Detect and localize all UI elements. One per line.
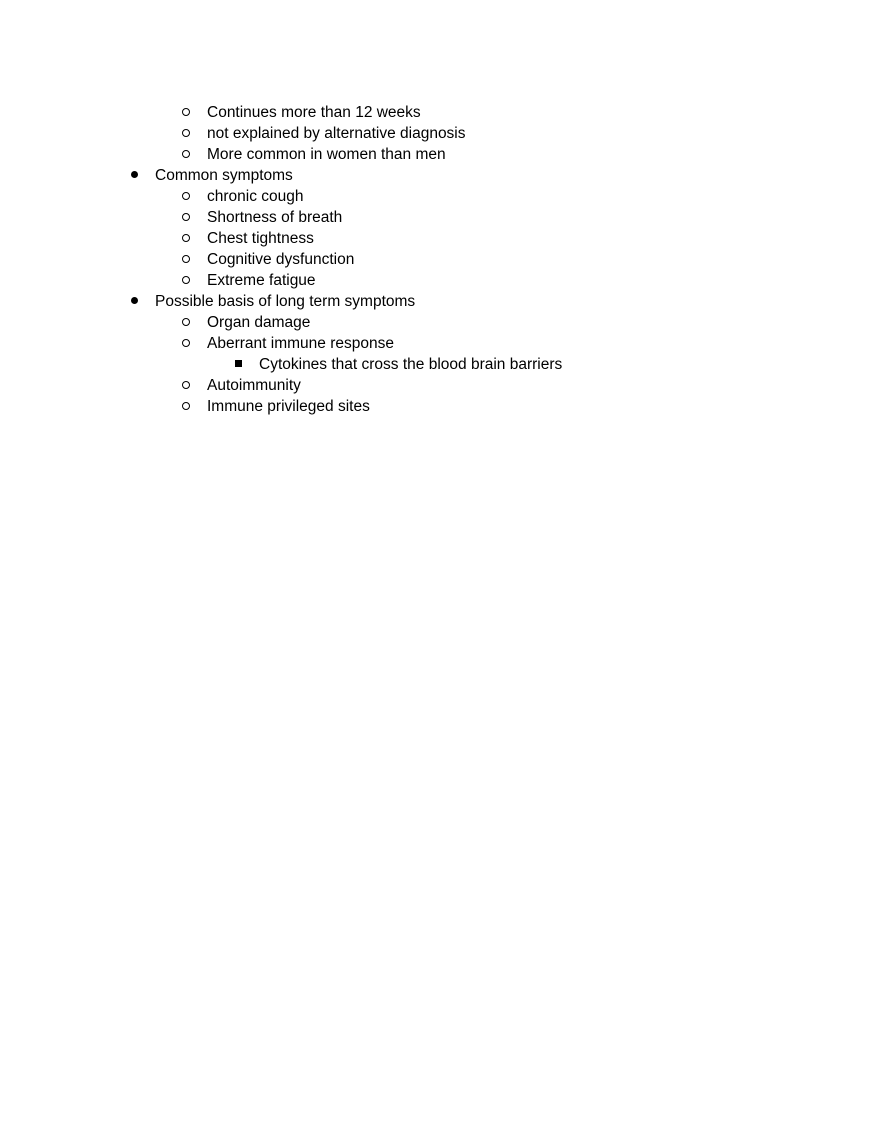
- list-item: [0, 312, 880, 333]
- list-item: [0, 123, 880, 144]
- list-item: [0, 228, 880, 249]
- list-item: [0, 165, 880, 186]
- list-item-text: Aberrant immune response: [207, 335, 394, 352]
- hollow-circle-bullet-icon: [179, 102, 193, 123]
- list-item: [0, 291, 880, 312]
- list-item: [0, 333, 880, 354]
- list-item-text: Common symptoms: [155, 167, 293, 184]
- hollow-circle-bullet-icon: [179, 270, 193, 291]
- list-item: [0, 186, 880, 207]
- list-item-text: Autoimmunity: [207, 377, 301, 394]
- bullet-outline: [0, 102, 880, 417]
- list-item-text: Cytokines that cross the blood brain barriers: [259, 356, 563, 373]
- list-item-text: Chest tightness: [207, 230, 314, 247]
- list-item: [0, 396, 880, 417]
- list-item: [0, 270, 880, 291]
- hollow-circle-bullet-icon: [179, 123, 193, 144]
- list-item: [0, 375, 880, 396]
- hollow-circle-bullet-icon: [179, 312, 193, 333]
- list-item-text: Organ damage: [207, 314, 311, 331]
- list-item: [0, 144, 880, 165]
- list-item-text: Cognitive dysfunction: [207, 251, 355, 268]
- list-item: [0, 207, 880, 228]
- list-item: [0, 102, 880, 123]
- list-item: [0, 249, 880, 270]
- hollow-circle-bullet-icon: [179, 375, 193, 396]
- list-item-text: Extreme fatigue: [207, 272, 316, 289]
- list-item-text: not explained by alternative diagnosis: [207, 125, 466, 142]
- hollow-circle-bullet-icon: [179, 333, 193, 354]
- list-item-text: Continues more than 12 weeks: [207, 104, 421, 121]
- hollow-circle-bullet-icon: [179, 186, 193, 207]
- list-item: [0, 354, 880, 375]
- list-item-text: Immune privileged sites: [207, 398, 370, 415]
- hollow-circle-bullet-icon: [179, 207, 193, 228]
- hollow-circle-bullet-icon: [179, 144, 193, 165]
- list-item-text: Possible basis of long term symptoms: [155, 293, 416, 310]
- filled-square-bullet-icon: [231, 354, 245, 375]
- hollow-circle-bullet-icon: [179, 228, 193, 249]
- hollow-circle-bullet-icon: [179, 249, 193, 270]
- hollow-circle-bullet-icon: [179, 396, 193, 417]
- filled-disc-bullet-icon: [127, 165, 141, 186]
- list-item-text: chronic cough: [207, 188, 304, 205]
- list-item-text: Shortness of breath: [207, 209, 343, 226]
- list-item-text: More common in women than men: [207, 146, 446, 163]
- filled-disc-bullet-icon: [127, 291, 141, 312]
